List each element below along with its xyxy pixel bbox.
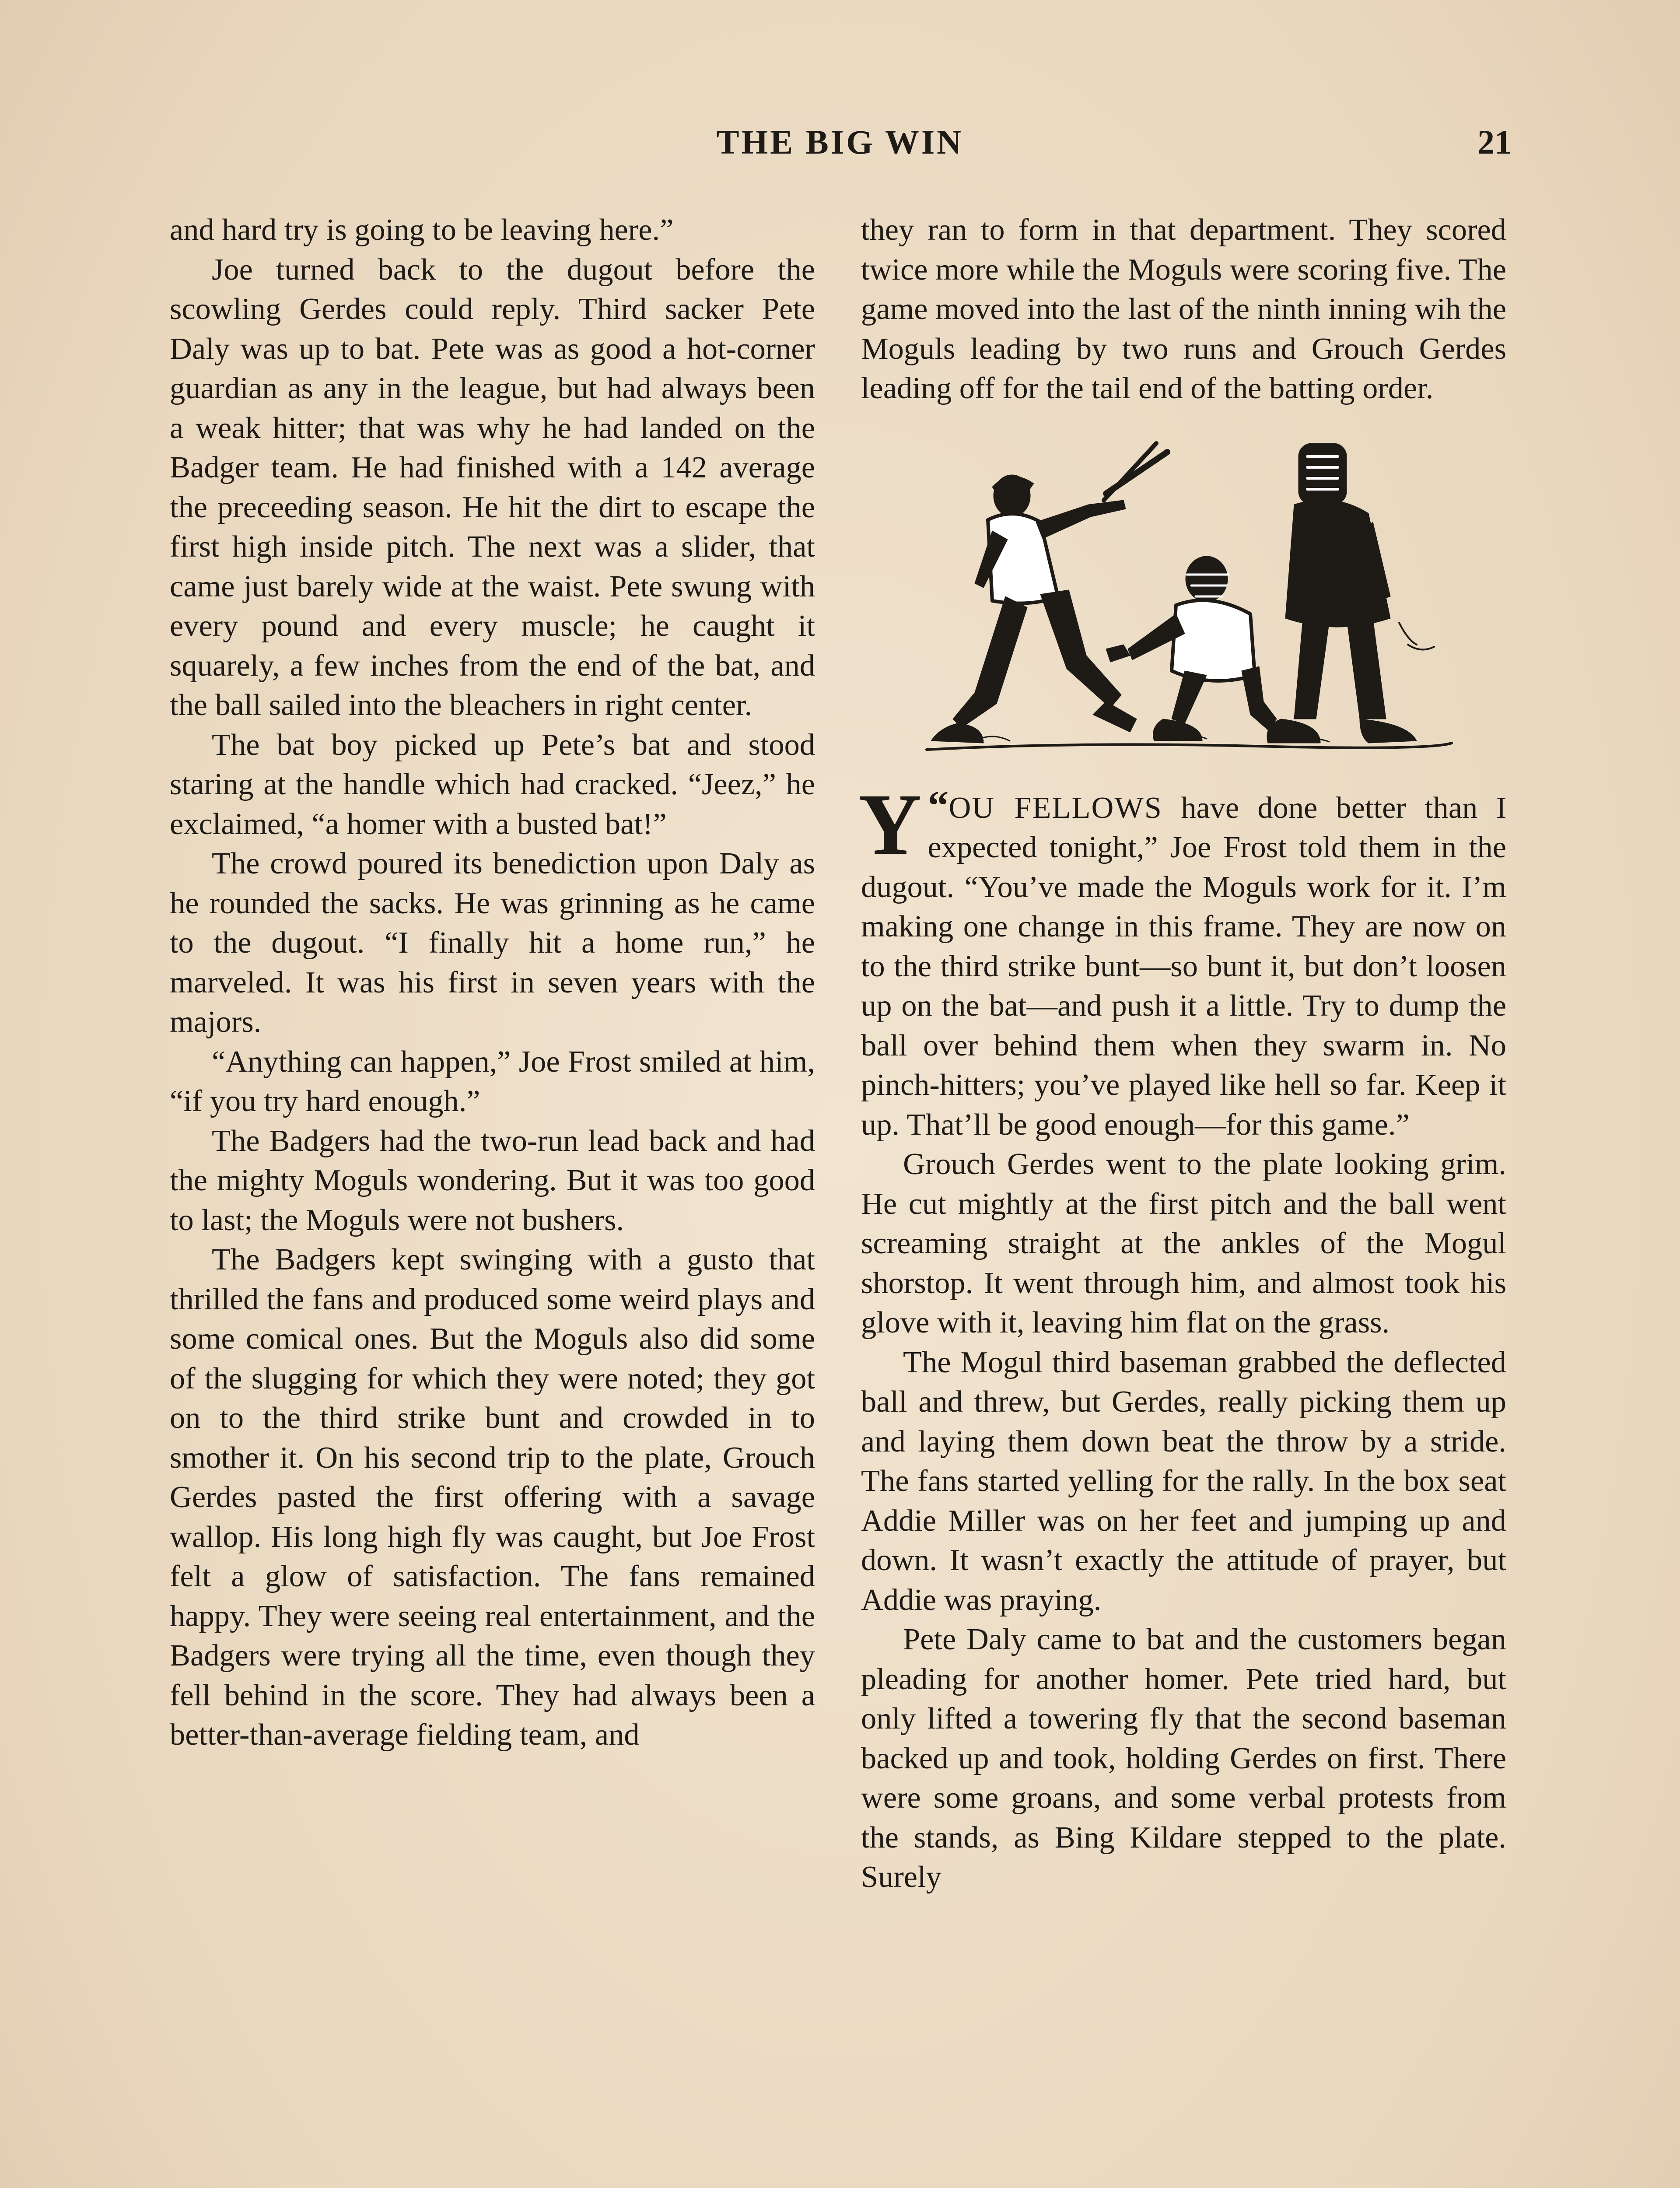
body-paragraph: Grouch Gerdes went to the plate looking grim. He cut mightly at the first pitch and the ball went screaming straight at the ankles of the Mogul shorstop. It went through him, and almost took his glove with it, leaving him flat on the grass.: [861, 1147, 1506, 1339]
body-paragraph: they ran to form in that department. They scored twice more while the Moguls were scoring five. The game moved into the last of the ninth inning wih the Moguls leading by two runs and Grouch Gerdes leading off for the tail end of the batting order.: [861, 213, 1506, 405]
body-paragraph: Pete Daly came to bat and the customers began pleading for another homer. Pete tried hard, but only lifted a towering fly that the second baseman backed up and took, holding Gerdes on first. There were some groans, and some verbal protests from the stands, as Bing Kildare stepped to the plate. Surely: [861, 1622, 1506, 1894]
body-paragraph: Joe turned back to the dugout before the scowling Gerdes could reply. Third sacker Pete Daly was up to bat. Pete was as good a hot-corner guardian as any in the league, but had always been a weak hitter; that was why he had landed on the Badger team. He had finished with a 142 average the preceeding season. He hit the dirt to escape the first high inside pitch. The next was a slider, that came just barely wide at the waist. Pete swung with every pound and every muscle; he caught it squarely, a few inches from the end of the bat, and the ball sailed into the bleachers in right center.: [170, 252, 815, 722]
body-paragraph: “Anything can happen,” Joe Frost smiled at him, “if you try hard enough.”: [170, 1044, 815, 1118]
right-column-top-text: [861, 210, 1506, 408]
left-column: [170, 210, 815, 1755]
body-paragraph: The bat boy picked up Pete’s bat and stood staring at the handle which had cracked. “Jeez,” he exclaimed, “a homer with a busted bat!”: [170, 727, 815, 841]
page-header: [168, 123, 1512, 171]
umpire-figure: [1267, 443, 1434, 743]
drop-cap-letter: Y: [858, 776, 922, 873]
right-column: [858, 210, 1507, 1897]
catcher-figure: [1106, 556, 1277, 741]
body-paragraph: The Badgers kept swinging with a gusto that thrilled the fans and produced some weird plays and some comical ones. But the Moguls also did some of the slugging for which they were noted; they got on to the third strike bunt and crowded in to smother it. On his second trip to the plate, Grouch Gerdes pasted the first offering with a savage wallop. His long high fly was caught, but Joe Frost felt a glow of satisfaction. The fans remained happy. They were seeing real entertainment, and the Badgers were trying all the time, even though they fell behind in the score. They had always been a better-than-average fielding team, and: [170, 1242, 815, 1752]
baseball-scene-illustration: [861, 417, 1506, 776]
dropcap-paragraph: [858, 776, 1507, 1145]
opening-quote: “: [928, 782, 949, 829]
page-number: 21: [1477, 123, 1512, 161]
dropcap-caps: OU FELLOWS: [948, 790, 1162, 825]
dropcap-rest: have done better than I expected tonight,” Joe Frost told them in the dugout. “You’ve made the Moguls work for it. I’m making one change in this frame. They are now on to the third strike bunt—so bunt it, but don’t loosen up on the bat—and push it a little. Try to dump the ball over behind them when they swarm in. No pinch-hitters; you’ve played like hell so far. Keep it up. That’ll be good enough—for this game.”: [861, 790, 1507, 1142]
body-paragraph: The Mogul third baseman grabbed the deflected ball and threw, but Gerdes, really picking them up and laying them down beat the throw by a stride. The fans started yelling for the rally. In the box seat Addie Miller was on her feet and jumping up and down. It wasn’t exactly the attitude of prayer, but Addie was praying.: [861, 1345, 1506, 1617]
right-column-bottom-text: [861, 1144, 1506, 1897]
running-title: THE BIG WIN: [716, 123, 964, 161]
body-paragraph: The crowd poured its benediction upon Daly as he rounded the sacks. He was grinning as he came to the dugout. “I finally hit a home run,” he marveled. It was his first in seven years with the majors.: [170, 846, 815, 1039]
body-paragraph: The Badgers had the two-run lead back and had the mighty Moguls wondering. But it was too good to last; the Moguls were not bushers.: [170, 1123, 815, 1237]
batter-figure: [931, 443, 1167, 743]
body-paragraph: and hard try is going to be leaving here.”: [170, 213, 674, 247]
